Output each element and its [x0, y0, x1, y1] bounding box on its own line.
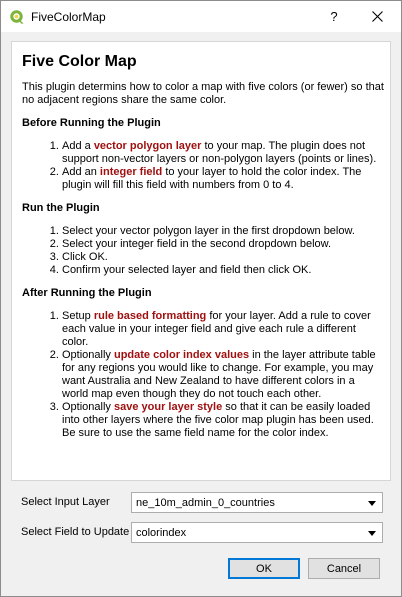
- instruction-item: [62, 401, 384, 440]
- instruction-item: [62, 140, 384, 166]
- doc-sections: [22, 117, 384, 440]
- cancel-button[interactable]: [308, 558, 380, 579]
- text-run: Select your integer field in the second dropdown below.: [62, 238, 332, 250]
- ok-label: OK: [256, 562, 272, 575]
- highlighted-term: update color index values: [113, 349, 250, 361]
- help-button[interactable]: [319, 3, 349, 30]
- text-run: Select your vector polygon layer in the first dropdown below.: [62, 225, 355, 237]
- chevron-down-icon: [368, 501, 376, 506]
- text-run: for your layer. Add a rule to cover each value in your integer field and give each rule a different color.: [62, 310, 371, 348]
- field-select[interactable]: [131, 522, 383, 543]
- instruction-item: [62, 166, 384, 192]
- text-run: Optionally: [62, 401, 114, 413]
- highlighted-term: save your layer style: [113, 401, 223, 413]
- close-icon: [372, 11, 383, 22]
- field-row: [21, 522, 383, 544]
- instruction-item: [62, 264, 384, 277]
- instruction-item: [62, 225, 384, 238]
- field-label: Select Field to Update: [21, 526, 130, 538]
- instruction-list: [22, 225, 384, 277]
- title-bar[interactable]: [1, 1, 401, 32]
- text-run: to your layer to hold the color index. The plugin will fill this field with numbers from 0 to 4.: [62, 166, 362, 191]
- input-layer-value: ne_10m_admin_0_countries: [136, 497, 275, 509]
- qgis-logo-icon: [9, 9, 25, 25]
- text-run: Setup: [62, 310, 94, 322]
- text-run: to your map. The plugin does not support non-vector layers or non-polygon layers (points or lines).: [62, 140, 377, 165]
- instruction-list: [22, 310, 384, 440]
- text-run: Click OK.: [62, 251, 108, 263]
- input-layer-label: Select Input Layer: [21, 496, 110, 508]
- text-run: Confirm your selected layer and field then click OK.: [62, 264, 312, 276]
- section-heading: After Running the Plugin: [22, 287, 152, 299]
- doc-intro: This plugin determins how to color a map with five colors (or fewer) so that no adjacent regions share the same color.: [22, 81, 384, 106]
- help-label: ?: [330, 9, 338, 24]
- section-heading: Before Running the Plugin: [22, 117, 161, 129]
- field-value: colorindex: [136, 527, 187, 539]
- doc-title: Five Color Map: [22, 53, 137, 70]
- text-run: in the layer attribute table for any regions you would like to change. For example, you may want Australia and New Zealand to have different colors in a world map even though they do not touch each other.: [62, 349, 376, 400]
- text-run: Add a: [62, 140, 94, 152]
- highlighted-term: rule based formatting: [93, 310, 207, 322]
- text-run: Add an: [62, 166, 100, 178]
- cancel-label: Cancel: [326, 562, 362, 575]
- highlighted-term: vector polygon layer: [93, 140, 202, 152]
- instruction-item: [62, 238, 384, 251]
- help-document: [22, 52, 384, 450]
- instruction-item: [62, 310, 384, 349]
- help-text-panel[interactable]: [11, 41, 391, 481]
- input-layer-select[interactable]: [131, 492, 383, 513]
- highlighted-term: integer field: [99, 166, 163, 178]
- chevron-down-icon: [368, 531, 376, 536]
- text-run: Optionally: [62, 349, 114, 361]
- window-title: FiveColorMap: [31, 10, 106, 24]
- instruction-item: [62, 349, 384, 401]
- input-layer-row: [21, 492, 383, 514]
- instruction-item: [62, 251, 384, 264]
- instruction-list: [22, 140, 384, 192]
- ok-button[interactable]: [228, 558, 300, 579]
- section-heading: Run the Plugin: [22, 202, 100, 214]
- text-run: so that it can be easily loaded into other layers where the five color map plugin has been used. Be sure to use the same field name for the color index.: [62, 401, 374, 439]
- close-button[interactable]: [355, 3, 399, 30]
